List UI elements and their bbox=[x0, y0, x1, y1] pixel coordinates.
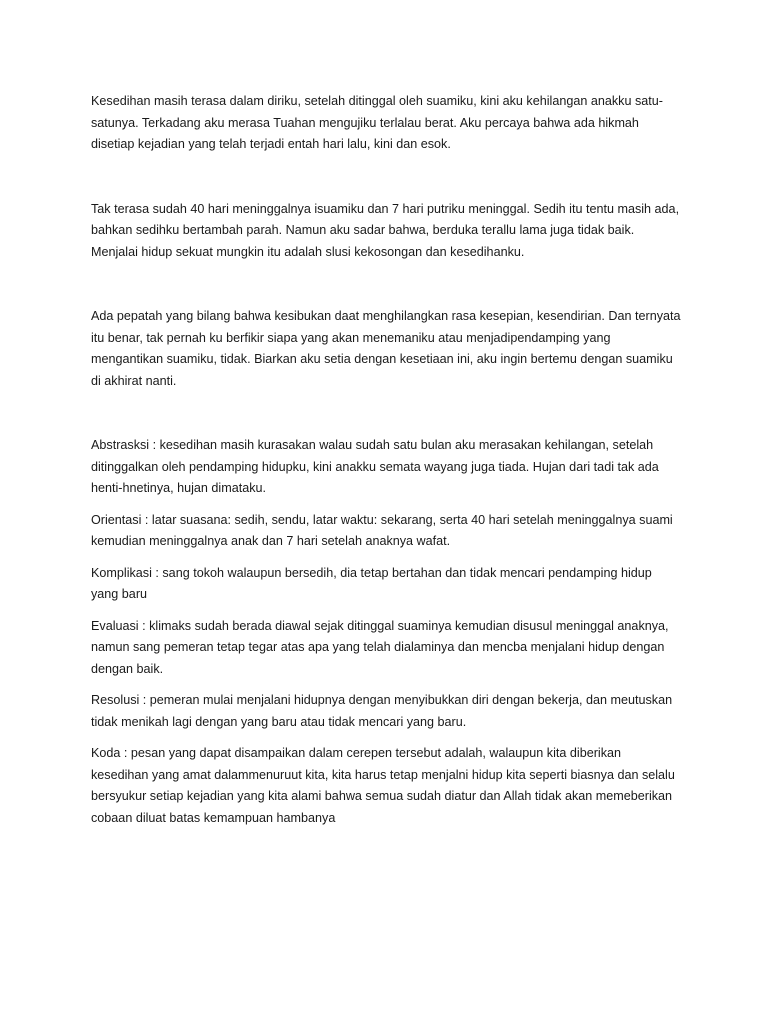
paragraph-2: Tak terasa sudah 40 hari meninggalnya isuamiku dan 7 hari putriku meninggal. Sedih itu tentu masih ada, bahkan sedihku bertambah parah. Namun aku sadar bahwa, berduka terallu lama juga tidak baik. Menjalai hidup sekuat mungkin itu adalah slusi kekosongan dan kesedihanku. bbox=[91, 201, 680, 259]
document-body bbox=[91, 91, 681, 829]
resolusi-paragraph: Resolusi : pemeran mulai menjalani hidupnya dengan menyibukkan diri dengan bekerja, dan meutuskan tidak menikah lagi dengan yang baru atau tidak mencari yang baru. bbox=[91, 693, 673, 729]
evaluasi-paragraph: Evaluasi : klimaks sudah berada diawal sejak ditinggal suaminya kemudian disusul meninggal anaknya, namun sang pemeran tetap tegar atas apa yang telah dialaminya dan mencba menjalani hidup dengan dengan baik. bbox=[91, 618, 669, 676]
komplikasi-paragraph: Komplikasi : sang tokoh walaupun bersedih, dia tetap bertahan dan tidak mencari pendamping hidup yang baru bbox=[91, 565, 652, 601]
paragraph-3: Ada pepatah yang bilang bahwa kesibukan daat menghilangkan rasa kesepian, kesendirian. Dan ternyata itu benar, tak pernah ku berfikir siapa yang akan menemaniku atau menjadipendamping yang mengantikan suamiku, tidak. Biarkan aku setia dengan kesetiaan ini, aku ingin bertemu dengan suamiku di akhirat nanti. bbox=[91, 309, 681, 388]
koda-paragraph: Koda : pesan yang dapat disampaikan dalam cerepen tersebut adalah, walaupun kita diberikan kesedihan yang amat dalammenuruut kita, kita harus tetap menjalni hidup kita seperti biasnya dan selalu bersyukur setiap kejadian yang kita alami bahwa semua sudah diatur dan Allah tidak akan memeberikan cobaan diluat batas kemampuan hambanya bbox=[91, 746, 675, 825]
abstraksi-paragraph: Abstrasksi : kesedihan masih kurasakan walau sudah satu bulan aku merasakan kehilangan, setelah ditinggalkan oleh pendamping hidupku, kini anakku semata wayang juga tiada. Hujan dari tadi tak ada henti-hnetinya, hujan dimataku. bbox=[91, 438, 659, 495]
orientasi-paragraph: Orientasi : latar suasana: sedih, sendu, latar waktu: sekarang, serta 40 hari setelah meninggalnya suami kemudian meninggalnya anak dan 7 hari setelah anaknya wafat. bbox=[91, 512, 673, 548]
paragraph-1: Kesedihan masih terasa dalam diriku, setelah ditinggal oleh suamiku, kini aku kehilangan anakku satu-satunya. Terkadang aku merasa Tuahan mengujiku terlalau berat. Aku percaya bahwa ada hikmah disetiap kejadian yang telah terjadi entah hari lalu, kini dan esok. bbox=[91, 94, 663, 151]
